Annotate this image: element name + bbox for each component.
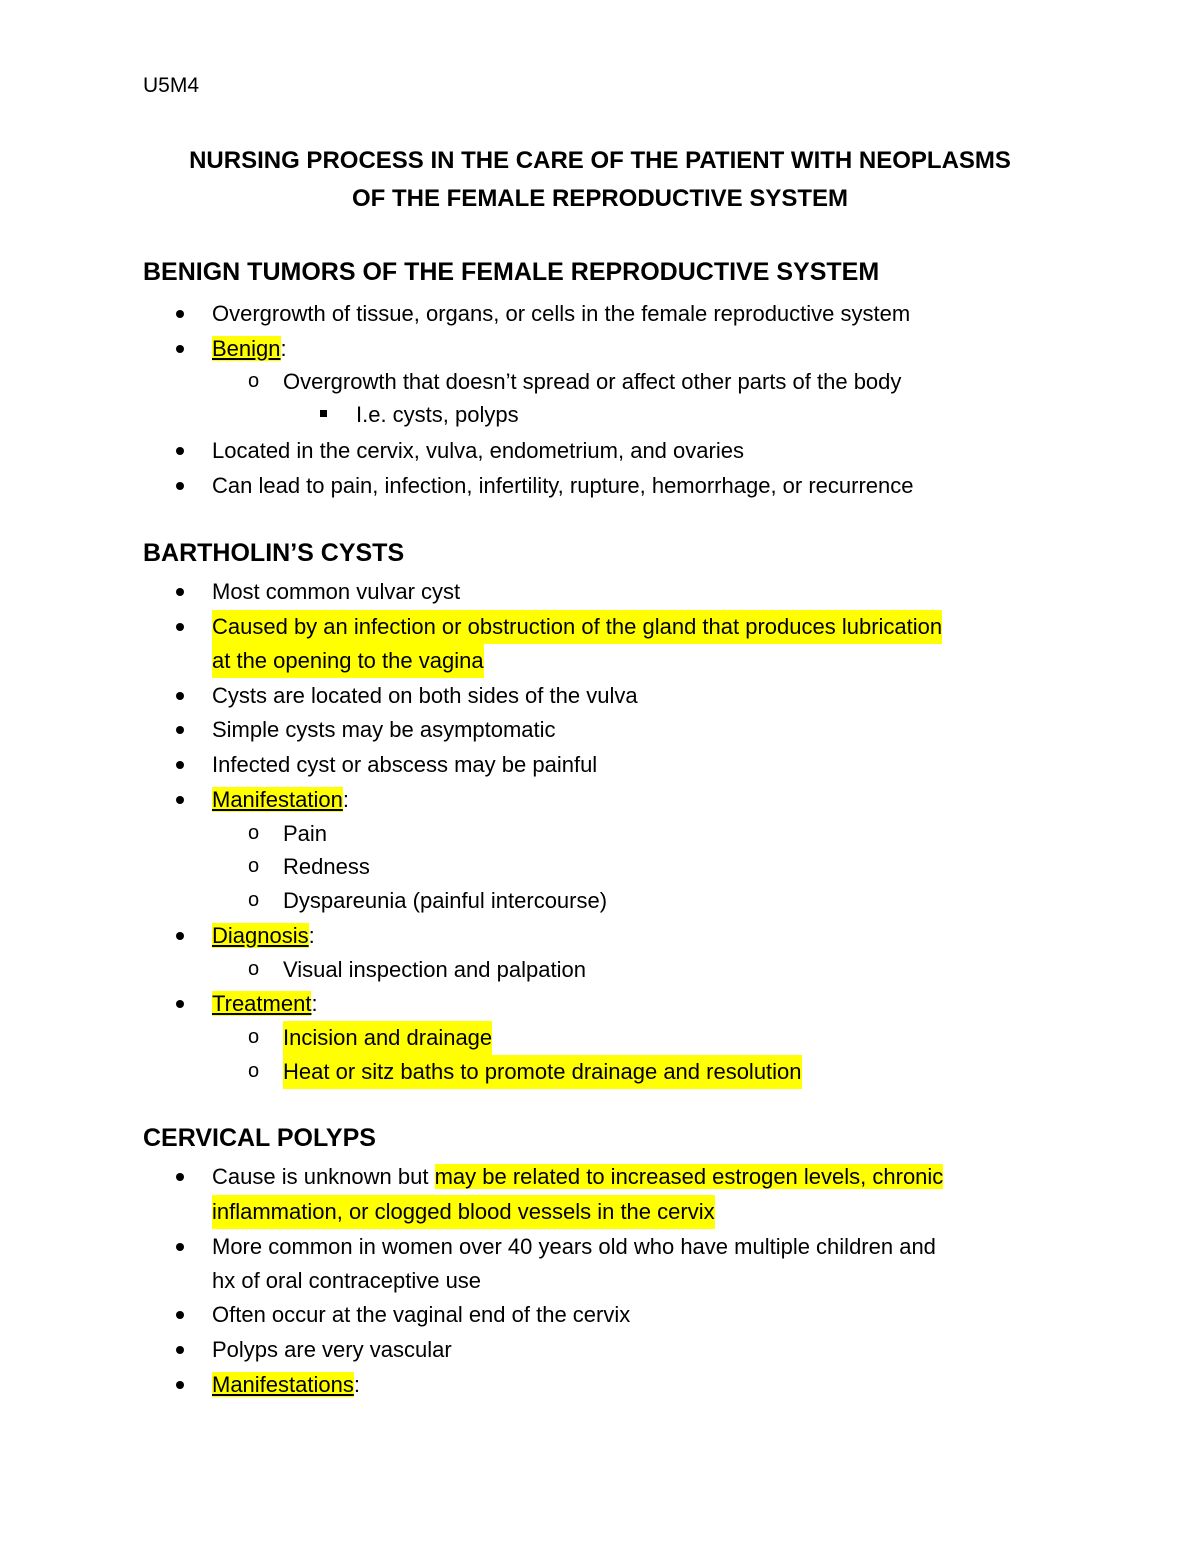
highlighted-term: Benign [212, 336, 281, 361]
bullet-icon [176, 796, 184, 804]
list-item-text: inflammation, or clogged blood vessels in the cervix [212, 1195, 715, 1229]
list-item-text: Cysts are located on both sides of the vulva [212, 683, 638, 708]
list-item-text: Often occur at the vaginal end of the cervix [212, 1302, 631, 1327]
bullet-icon [176, 345, 184, 353]
list-item-text [212, 1368, 360, 1402]
highlighted-text: may be related to increased estrogen levels, chronic [434, 1164, 944, 1189]
colon: : [311, 991, 318, 1016]
list-item-text: More common in women over 40 years old who have multiple children and [212, 1234, 936, 1259]
plain-text: Cause is unknown but [212, 1164, 435, 1189]
circle-bullet-icon: o [248, 855, 260, 877]
circle-bullet-icon: o [248, 370, 260, 392]
list-item-text: Heat or sitz baths to promote drainage and resolution [283, 1055, 802, 1089]
list-item-text: Incision and drainage [283, 1021, 492, 1055]
bullet-icon [176, 1000, 184, 1008]
bullet-icon [176, 932, 184, 940]
list-item-text [212, 987, 318, 1021]
bullet-icon [176, 482, 184, 490]
page-header: U5M4 [143, 74, 200, 97]
list-item-text [212, 332, 287, 366]
list-item-text: Dyspareunia (painful intercourse) [283, 888, 608, 913]
list-item-text: Overgrowth that doesn’t spread or affect other parts of the body [283, 369, 902, 394]
highlighted-term: Manifestation [212, 787, 343, 812]
bullet-icon [176, 310, 184, 318]
list-item-text: Can lead to pain, infection, infertility, rupture, hemorrhage, or recurrence [212, 473, 914, 498]
bullet-icon [176, 623, 184, 631]
list-item-text: I.e. cysts, polyps [356, 402, 519, 427]
colon: : [280, 336, 287, 361]
bullet-icon [176, 1243, 184, 1251]
list-item-text: Located in the cervix, vulva, endometrium, and ovaries [212, 438, 744, 463]
list-item-text [212, 783, 349, 817]
circle-bullet-icon: o [248, 958, 260, 980]
list-item-text: at the opening to the vagina [212, 644, 484, 678]
highlighted-term: Treatment [212, 991, 312, 1016]
colon: : [308, 923, 315, 948]
title-line-1: NURSING PROCESS IN THE CARE OF THE PATIENT WITH NEOPLASMS [189, 147, 1011, 174]
circle-bullet-icon: o [248, 822, 260, 844]
list-item-text: Simple cysts may be asymptomatic [212, 717, 556, 742]
list-item-text [212, 1160, 943, 1194]
list-item-text: Caused by an infection or obstruction of the gland that produces lubrication [212, 610, 942, 644]
title-line-2: OF THE FEMALE REPRODUCTIVE SYSTEM [351, 185, 849, 212]
list-item-text: Most common vulvar cyst [212, 579, 461, 604]
list-item-text: Infected cyst or abscess may be painful [212, 752, 598, 777]
section-heading-bartholin: BARTHOLIN’S CYSTS [143, 539, 405, 567]
colon: : [353, 1372, 360, 1397]
highlighted-term: Diagnosis [212, 923, 309, 948]
list-item-text: Visual inspection and palpation [283, 957, 586, 982]
list-item-text: Overgrowth of tissue, organs, or cells in the female reproductive system [212, 301, 911, 326]
circle-bullet-icon: o [248, 889, 260, 911]
section-heading-benign: BENIGN TUMORS OF THE FEMALE REPRODUCTIVE SYSTEM [143, 258, 880, 286]
bullet-icon [176, 1173, 184, 1181]
circle-bullet-icon: o [248, 1060, 260, 1082]
square-bullet-icon [320, 410, 327, 417]
section-heading-cervical: CERVICAL POLYPS [143, 1124, 376, 1152]
bullet-icon [176, 1311, 184, 1319]
bullet-icon [176, 1346, 184, 1354]
list-item-text: Redness [283, 854, 370, 879]
bullet-icon [176, 726, 184, 734]
colon: : [342, 787, 349, 812]
highlighted-term: Manifestations [212, 1372, 354, 1397]
bullet-icon [176, 761, 184, 769]
list-item-text [212, 919, 315, 953]
document-title [0, 142, 1200, 218]
bullet-icon [176, 447, 184, 455]
bullet-icon [176, 588, 184, 596]
bullet-icon [176, 692, 184, 700]
list-item-text: hx of oral contraceptive use [212, 1268, 482, 1293]
list-item-text: Pain [283, 821, 328, 846]
bullet-icon [176, 1381, 184, 1389]
circle-bullet-icon: o [248, 1026, 260, 1048]
list-item-text: Polyps are very vascular [212, 1337, 452, 1362]
